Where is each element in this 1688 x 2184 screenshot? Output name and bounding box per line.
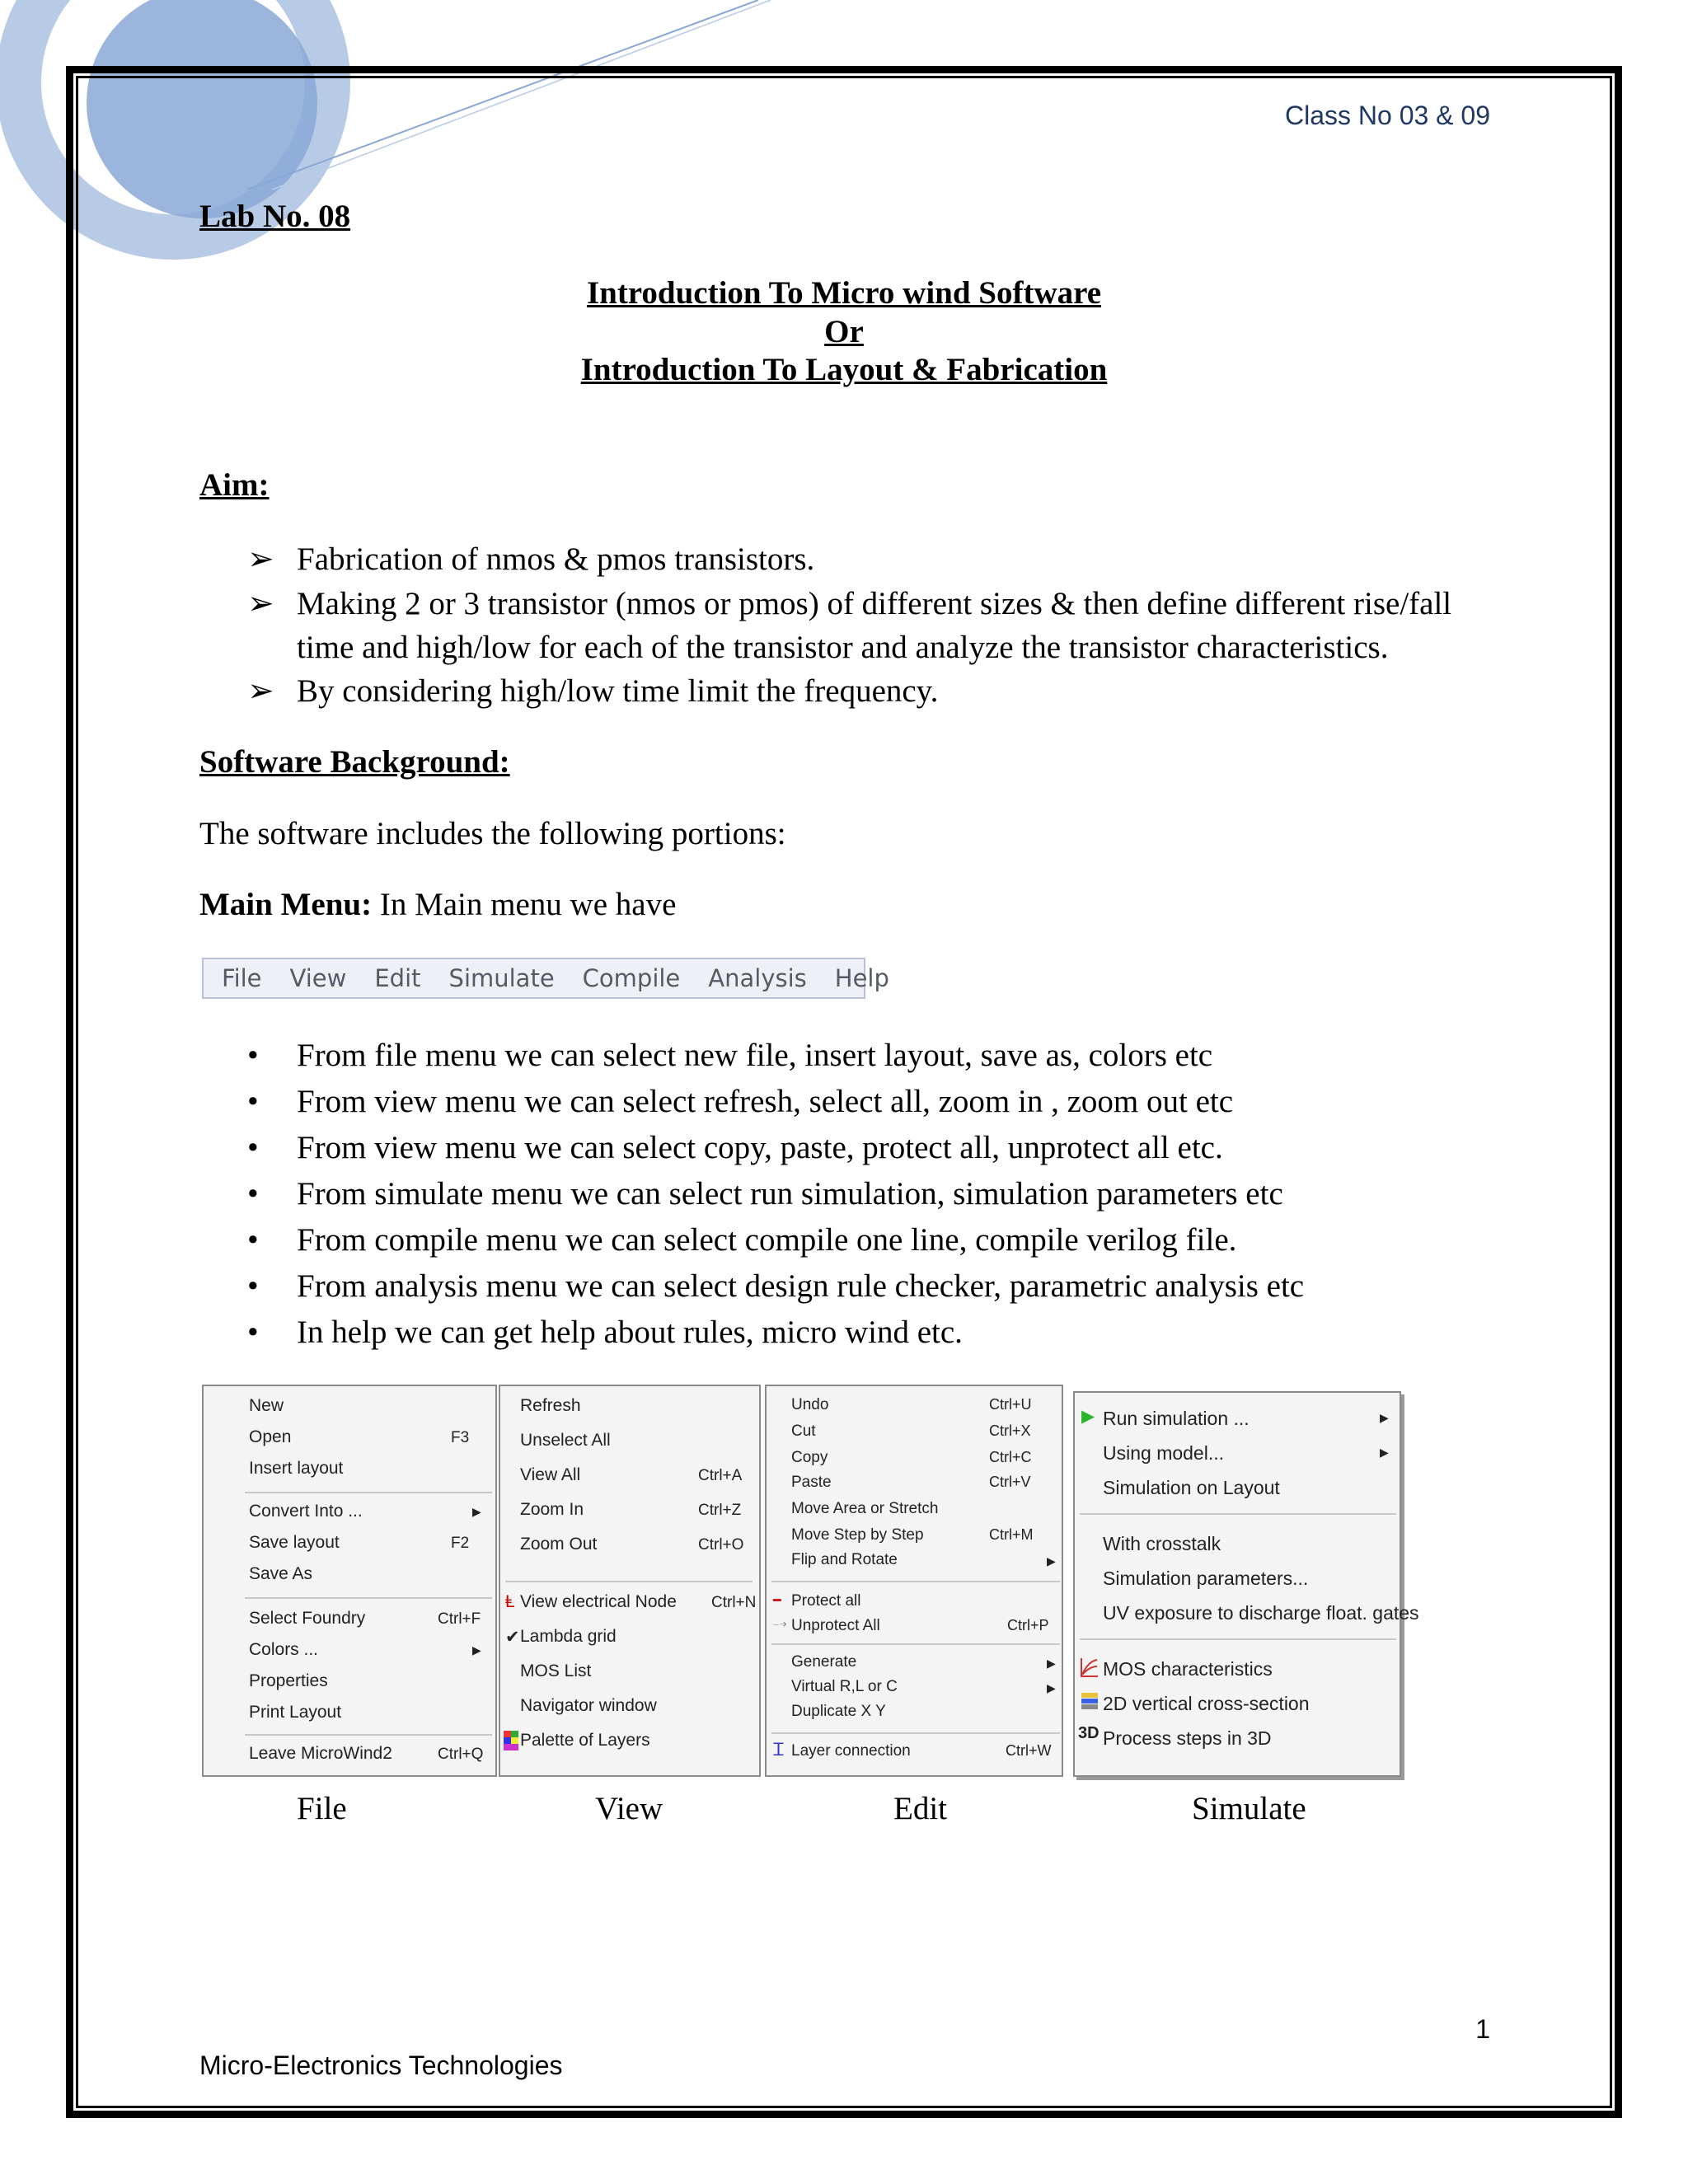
menubar-compile[interactable]: Compile — [582, 964, 681, 992]
edit-menu-unprotect-all[interactable]: Unprotect All — [791, 1617, 880, 1634]
menu-separator — [771, 1732, 1060, 1734]
edit-menu-move-area[interactable]: Move Area or Stretch — [791, 1500, 939, 1517]
copy-shortcut: Ctrl+C — [989, 1449, 1032, 1465]
menu-separator — [505, 1581, 753, 1582]
edit-menu-protect-all[interactable]: Protect all — [791, 1592, 861, 1610]
menu-bullet: From view menu we can select refresh, select all, zoom in , zoom out etc — [297, 1084, 1234, 1119]
menu-separator — [1080, 1513, 1396, 1515]
dot-bullet-icon: • — [247, 1130, 259, 1165]
zoom-out-shortcut: Ctrl+O — [698, 1536, 744, 1554]
file-leave-shortcut: Ctrl+Q — [438, 1746, 484, 1763]
menu-bullet: From simulate menu we can select run simulation, simulation parameters etc — [297, 1176, 1283, 1212]
caption-simulate: Simulate — [1192, 1791, 1306, 1826]
arrow-bullet-icon: ➢ — [247, 541, 274, 577]
simulate-menu-using-model[interactable]: Using model... — [1103, 1442, 1225, 1464]
play-icon: ▶ — [1081, 1407, 1095, 1426]
aim-bullet: Fabrication of nmos & pmos transistors. — [297, 541, 815, 577]
file-menu-select-foundry[interactable]: Select Foundry — [249, 1609, 366, 1628]
view-menu-zoom-out[interactable]: Zoom Out — [520, 1535, 598, 1554]
menu-separator — [771, 1643, 1060, 1645]
main-menu-line — [199, 886, 676, 925]
title-line-2: Or — [824, 314, 864, 349]
view-menu-electrical-node[interactable]: View electrical Node — [520, 1592, 677, 1611]
edit-menu-cut[interactable]: Cut — [791, 1422, 816, 1440]
submenu-arrow-icon: ▶ — [1047, 1554, 1056, 1568]
protect-icon: ━ — [773, 1594, 781, 1608]
menu-bullet: From view menu we can select copy, paste, protect all, unprotect all etc. — [297, 1130, 1223, 1165]
menubar-simulate[interactable]: Simulate — [448, 964, 555, 992]
simulate-menu-process-steps-3d[interactable]: Process steps in 3D — [1103, 1727, 1272, 1749]
class-number: Class No 03 & 09 — [1284, 101, 1490, 130]
main-menubar — [202, 958, 889, 999]
menu-bullet: From compile menu we can select compile one line, compile verilog file. — [297, 1222, 1237, 1258]
file-menu-new[interactable]: New — [249, 1396, 284, 1415]
view-menu-panel — [499, 1385, 761, 1777]
layer-shortcut: Ctrl+W — [1006, 1742, 1052, 1759]
view-menu-zoom-in[interactable]: Zoom In — [520, 1500, 584, 1519]
node-shortcut: Ctrl+N — [711, 1594, 757, 1611]
view-menu-lambda-grid[interactable]: Lambda grid — [520, 1627, 617, 1646]
title-line-1: Introduction To Micro wind Software — [586, 275, 1102, 311]
dot-bullet-icon: • — [247, 1084, 259, 1119]
edit-menu-panel — [765, 1385, 1063, 1777]
main-menu-label: Main Menu: — [199, 887, 373, 922]
main-menu-text: In Main menu we have — [379, 887, 677, 922]
submenu-arrow-icon: ▶ — [1380, 1411, 1389, 1424]
simulate-menu-panel — [1073, 1391, 1419, 1777]
layer-connection-icon: Ꮖ — [773, 1741, 785, 1760]
software-background-heading: Software Background: — [199, 744, 510, 780]
view-all-shortcut: Ctrl+A — [698, 1467, 743, 1484]
edit-menu-virtual-rlc[interactable]: Virtual R,L or C — [791, 1678, 898, 1695]
node-icon: Ⱡ — [505, 1592, 515, 1611]
cut-shortcut: Ctrl+X — [989, 1422, 1031, 1439]
step-shortcut: Ctrl+M — [989, 1526, 1034, 1543]
menubar-file[interactable]: File — [222, 964, 262, 992]
view-menu-palette[interactable]: Palette of Layers — [520, 1731, 650, 1750]
edit-menu-duplicate[interactable]: Duplicate X Y — [791, 1703, 886, 1720]
file-menu-colors[interactable]: Colors ... — [249, 1640, 319, 1659]
edit-menu-flip-rotate[interactable]: Flip and Rotate — [791, 1551, 898, 1568]
view-menu-refresh[interactable]: Refresh — [520, 1396, 581, 1415]
page-number: 1 — [1475, 2014, 1490, 2044]
simulate-menu-parameters[interactable]: Simulation parameters... — [1103, 1568, 1309, 1589]
file-menu-properties[interactable]: Properties — [249, 1671, 328, 1690]
menu-separator — [245, 1734, 492, 1736]
view-menu-navigator[interactable]: Navigator window — [520, 1696, 657, 1715]
menu-bullet: From analysis menu we can select design rule checker, parametric analysis etc — [297, 1268, 1305, 1304]
edit-menu-undo[interactable]: Undo — [791, 1396, 829, 1413]
lab-number: Lab No. 08 — [199, 199, 351, 234]
file-menu-leave[interactable]: Leave MicroWind2 — [249, 1744, 392, 1763]
dot-bullet-icon: • — [247, 1315, 259, 1350]
file-menu-convert[interactable]: Convert Into ... — [249, 1502, 363, 1521]
caption-view: View — [595, 1791, 663, 1826]
submenu-arrow-icon: ▶ — [1047, 1657, 1056, 1670]
software-intro: The software includes the following portions: — [199, 816, 786, 851]
menubar-view[interactable]: View — [289, 964, 347, 992]
aim-bullet: Making 2 or 3 transistor (nmos or pmos) of different sizes & then define different rise/fall — [297, 586, 1452, 621]
menu-separator — [245, 1597, 492, 1599]
unprotect-icon: ⤍ — [773, 1617, 787, 1631]
simulate-menu-mos-characteristics[interactable]: MOS characteristics — [1103, 1658, 1273, 1680]
edit-menu-move-step[interactable]: Move Step by Step — [791, 1526, 924, 1544]
3d-icon: 3D — [1078, 1724, 1100, 1742]
file-menu-save-as[interactable]: Save As — [249, 1564, 313, 1583]
file-menu-open[interactable]: Open — [249, 1427, 292, 1446]
menu-separator — [1080, 1638, 1396, 1640]
unprotect-shortcut: Ctrl+P — [1007, 1617, 1049, 1633]
edit-menu-paste[interactable]: Paste — [791, 1474, 832, 1491]
simulate-menu-run[interactable]: Run simulation ... — [1103, 1408, 1250, 1429]
zoom-in-shortcut: Ctrl+Z — [698, 1502, 742, 1519]
chart-icon — [1080, 1657, 1100, 1683]
menu-separator — [771, 1581, 1060, 1582]
submenu-arrow-icon: ▶ — [1047, 1681, 1056, 1694]
arrow-bullet-icon: ➢ — [247, 586, 274, 621]
caption-edit: Edit — [893, 1791, 947, 1826]
edit-menu-copy[interactable]: Copy — [791, 1449, 828, 1466]
simulate-menu-on-layout[interactable]: Simulation on Layout — [1103, 1477, 1280, 1498]
submenu-arrow-icon: ▶ — [472, 1505, 481, 1518]
file-save-shortcut: F2 — [451, 1535, 470, 1552]
file-menu-insert-layout[interactable]: Insert layout — [249, 1459, 344, 1478]
edit-menu-generate[interactable]: Generate — [791, 1653, 857, 1671]
view-menu-unselect-all[interactable]: Unselect All — [520, 1431, 611, 1450]
file-menu-save-layout[interactable]: Save layout — [249, 1533, 340, 1552]
file-open-shortcut: F3 — [451, 1429, 470, 1446]
menu-separator — [245, 1492, 492, 1493]
dot-bullet-icon: • — [247, 1038, 259, 1073]
menubar-help[interactable]: Help — [834, 964, 889, 992]
aim-bullet: By considering high/low time limit the frequency. — [297, 673, 939, 709]
menu-bullet: In help we can get help about rules, micro wind etc. — [297, 1315, 963, 1350]
simulate-menu-uv-exposure[interactable]: UV exposure to discharge float. gates — [1103, 1602, 1419, 1624]
file-menu-panel — [202, 1385, 497, 1777]
simulate-menu-2d-cross-section[interactable]: 2D vertical cross-section — [1103, 1693, 1310, 1714]
simulate-menu-crosstalk[interactable]: With crosstalk — [1103, 1533, 1221, 1554]
submenu-arrow-icon: ▶ — [472, 1643, 481, 1657]
caption-file: File — [297, 1791, 347, 1826]
aim-bullet-continued: time and high/low for each of the transistor and analyze the transistor characteristics. — [297, 630, 1389, 665]
paste-shortcut: Ctrl+V — [989, 1474, 1031, 1490]
footer-course-title: Micro-Electronics Technologies — [199, 2050, 563, 2080]
menubar-edit[interactable]: Edit — [374, 964, 421, 992]
arrow-bullet-icon: ➢ — [247, 673, 274, 709]
checkmark-icon: ✔ — [505, 1628, 520, 1647]
dot-bullet-icon: • — [247, 1222, 259, 1258]
title-line-3: Introduction To Layout & Fabrication — [580, 352, 1108, 387]
dot-bullet-icon: • — [247, 1176, 259, 1212]
undo-shortcut: Ctrl+U — [989, 1396, 1032, 1413]
dot-bullet-icon: • — [247, 1268, 259, 1304]
view-menu-mos-list[interactable]: MOS List — [520, 1661, 592, 1680]
file-foundry-shortcut: Ctrl+F — [438, 1610, 481, 1628]
aim-heading: Aim: — [199, 467, 270, 503]
view-menu-view-all[interactable]: View All — [520, 1465, 581, 1484]
palette-icon — [504, 1731, 518, 1755]
menubar-analysis[interactable]: Analysis — [708, 964, 807, 992]
menu-bullet: From file menu we can select new file, insert layout, save as, colors etc — [297, 1038, 1213, 1073]
submenu-arrow-icon: ▶ — [1380, 1446, 1389, 1459]
edit-menu-layer-connection[interactable]: Layer connection — [791, 1742, 911, 1760]
file-menu-print-layout[interactable]: Print Layout — [249, 1703, 342, 1722]
layers-icon — [1080, 1691, 1100, 1718]
